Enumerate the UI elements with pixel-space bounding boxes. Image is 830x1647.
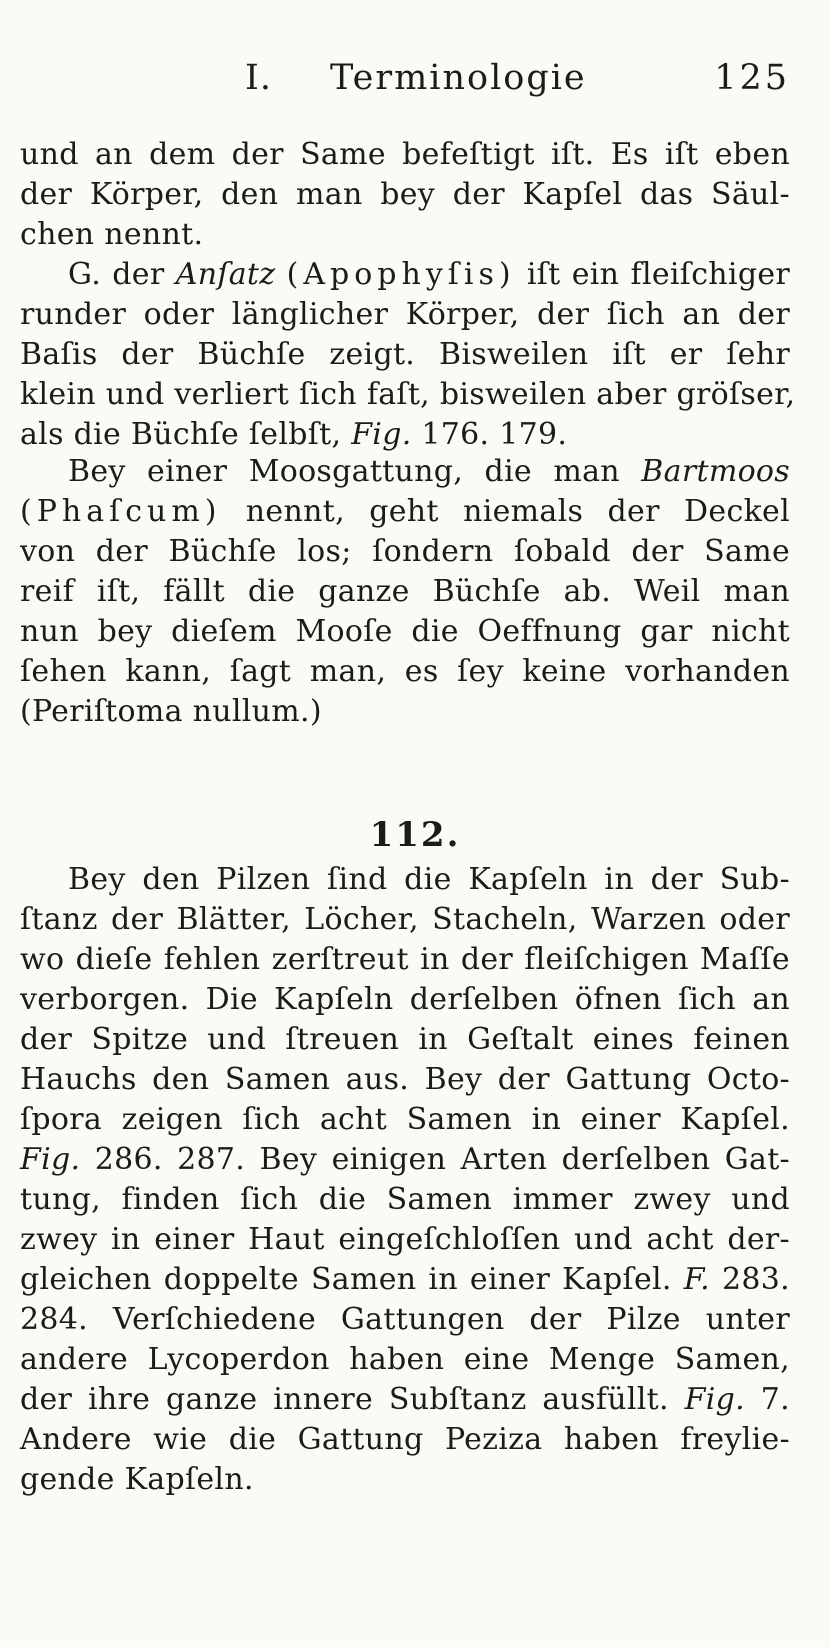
latin-term: (Phaſcum): [20, 494, 222, 529]
text-line: der Körper, den man bey der Kapſel das Säul-: [20, 177, 790, 212]
text-line: nun bey dieſem Mooſe die Oeffnung gar nicht: [20, 614, 790, 649]
italic-term: Bartmoos: [641, 454, 790, 489]
figure-label: Fig.: [684, 1382, 745, 1417]
paragraph-bartmoos: [20, 452, 790, 732]
figure-label: Fig.: [20, 1142, 81, 1177]
text-line: ſtanz der Blätter, Löcher, Stacheln, Warzen oder: [20, 902, 790, 937]
running-title: Terminologie: [330, 58, 587, 98]
text-line: Bey den Pilzen ſind die Kapſeln in der Sub-: [68, 862, 790, 897]
chapter-number: I.: [245, 58, 272, 98]
text-line: (Periſtoma nullum.): [20, 694, 322, 729]
figure-label: Fig.: [351, 417, 412, 452]
text-line: von der Büchſe los; ſondern ſobald der Same: [20, 534, 790, 569]
text-line: [20, 415, 790, 455]
italic-term: Anſatz: [175, 257, 276, 292]
text-line: [20, 255, 790, 295]
text-line: [20, 1380, 790, 1420]
text-line: Baſis der Büchſe zeigt. Bisweilen iſt er ſehr: [20, 337, 790, 372]
text-line: reif iſt, fällt die ganze Büchſe ab. Weil man: [20, 574, 790, 609]
text-line: runder oder länglicher Körper, der ſich an der: [20, 297, 790, 332]
paragraph-pilze: [20, 860, 790, 1500]
text-line: [20, 492, 790, 532]
text-line: und an dem der Same befeſtigt iſt. Es iſt eben: [20, 137, 790, 172]
paragraph-continuation: [20, 135, 790, 255]
line-rest: nennt, geht niemals der Deckel: [221, 494, 790, 529]
text-line: verborgen. Die Kapſeln derſelben öfnen ſich an: [20, 982, 790, 1017]
section-number: 112.: [369, 815, 461, 855]
figure-numbers: 176. 179.: [411, 417, 568, 452]
latin-term: (Apophyſis): [286, 257, 516, 292]
running-header: [20, 58, 790, 108]
page-number: 125: [714, 58, 790, 98]
text-line: ſpora zeigen ſich acht Samen in einer Kapſel.: [20, 1102, 790, 1137]
text-line: der Spitze und ſtreuen in Geſtalt eines feinen: [20, 1022, 790, 1057]
text-line: Hauchs den Samen aus. Bey der Gattung Octo-: [20, 1062, 790, 1097]
line-text: der ihre ganze innere Subſtanz ausfüllt.: [20, 1382, 685, 1417]
text-line: andere Lycoperdon haben eine Menge Samen,: [20, 1342, 790, 1377]
figure-numbers: 7.: [744, 1382, 790, 1417]
text-line: [20, 1140, 790, 1180]
figure-numbers: 283.: [710, 1262, 790, 1297]
line-text: Bey einer Moosgattung, die man: [68, 454, 642, 489]
text-line: klein und verliert ſich faſt, bisweilen aber gröſser,: [20, 377, 796, 412]
text-line: [20, 1260, 790, 1300]
line-rest: iſt ein fleiſchiger: [515, 257, 791, 292]
text-line: tung, finden ſich die Samen immer zwey und: [20, 1182, 790, 1217]
text-line: gende Kapſeln.: [20, 1462, 254, 1497]
text-line: ſehen kann, ſagt man, es ſey keine vorhanden: [20, 654, 790, 689]
text-line: 284. Verſchiedene Gattungen der Pilze unter: [20, 1302, 790, 1337]
figure-label: F.: [683, 1262, 711, 1297]
paragraph-ansatz: [20, 255, 796, 455]
text-line: zwey in einer Haut eingeſchloſſen und acht der-: [20, 1222, 790, 1257]
line-text: als die Büchſe ſelbſt,: [20, 417, 352, 452]
text-line: Andere wie die Gattung Peziza haben freylie-: [20, 1422, 790, 1457]
lead-text: G. der: [68, 257, 176, 292]
text-line: wo dieſe fehlen zerſtreut in der fleiſchigen Maſſe: [20, 942, 790, 977]
line-rest: 286. 287. Bey einigen Arten derſelben Gat-: [80, 1142, 790, 1177]
line-text: gleichen doppelte Samen in einer Kapſel.: [20, 1262, 684, 1297]
text-line: [20, 452, 790, 492]
text-line: chen nennt.: [20, 217, 204, 252]
